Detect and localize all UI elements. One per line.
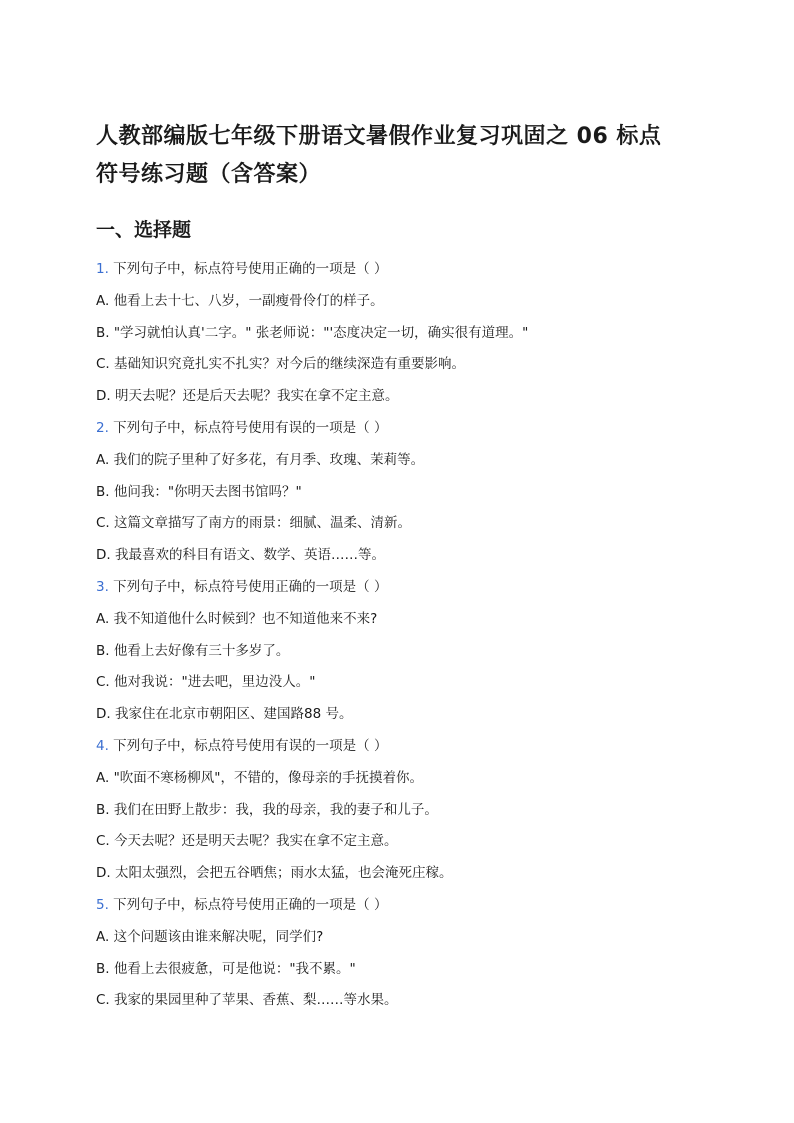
answer-option: B. 他看上去很疲惫，可是他说："我不累。" [96, 960, 356, 977]
answer-option: C. 这篇文章描写了南方的雨景：细腻、温柔、清新。 [96, 515, 412, 532]
question-text: 下列句子中，标点符号使用正确的一项是（ ） [108, 896, 388, 913]
section-heading: 一、选择题 [96, 219, 192, 241]
question-item [96, 731, 698, 890]
document-title [96, 118, 698, 194]
question-number: 1. [96, 261, 109, 277]
document-title-line-2: 符号练习题（含答案） [96, 162, 322, 187]
question-item [96, 890, 698, 1017]
question-item [96, 413, 698, 572]
question-text: 下列句子中，标点符号使用正确的一项是（ ） [108, 261, 388, 277]
question-text: 下列句子中，标点符号使用有误的一项是（ ） [108, 737, 388, 754]
question-stem [96, 413, 698, 445]
question-text: 下列句子中，标点符号使用有误的一项是（ ） [108, 419, 388, 436]
answer-option: C. 我家的果园里种了苹果、香蕉、梨……等水果。 [96, 992, 398, 1009]
question-item [96, 572, 698, 731]
answer-option: A. 我不知道他什么时候到？也不知道他来不来? [96, 610, 378, 627]
answer-option: D. 太阳太强烈，会把五谷晒焦；雨水太猛，也会淹死庄稼。 [96, 865, 453, 882]
question-number: 3. [96, 578, 109, 595]
answer-option: B. 他看上去好像有三十多岁了。 [96, 642, 290, 659]
answer-option: B. "学习就怕认真'二字。" 张老师说："'态度决定一切，确实很有道理。" [96, 324, 529, 341]
question-number: 4. [96, 737, 109, 754]
answer-option: D. 明天去呢？还是后天去呢？我实在拿不定主意。 [96, 388, 399, 405]
answer-option: D. 我家住在北京市朝阳区、建国路88 号。 [96, 706, 353, 723]
question-item [96, 254, 698, 413]
answer-option: C. 他对我说："进去吧，里边没人。" [96, 674, 316, 691]
question-text: 下列句子中，标点符号使用正确的一项是（ ） [108, 578, 388, 595]
answer-option: A. "吹面不寒杨柳风"，不错的，像母亲的手抚摸着你。 [96, 769, 423, 786]
question-stem [96, 890, 698, 922]
answer-option: D. 我最喜欢的科目有语文、数学、英语……等。 [96, 547, 385, 564]
answer-option: A. 他看上去十七、八岁，一副瘦骨伶仃的样子。 [96, 292, 384, 309]
answer-option: B. 我们在田野上散步：我，我的母亲，我的妻子和儿子。 [96, 801, 438, 818]
question-stem [96, 572, 698, 604]
answer-option: C. 基础知识究竟扎实不扎实？对今后的继续深造有重要影响。 [96, 356, 466, 373]
question-number: 5. [96, 896, 109, 913]
answer-option: A. 我们的院子里种了好多花，有月季、玫瑰、茉莉等。 [96, 451, 425, 468]
question-number: 2. [96, 419, 109, 436]
question-stem [96, 254, 698, 286]
question-stem [96, 731, 698, 763]
question-list [96, 254, 698, 1017]
document-title-line-1: 人教部编版七年级下册语文暑假作业复习巩固之 06 标点 [96, 124, 662, 149]
answer-option: C. 今天去呢？还是明天去呢？我实在拿不定主意。 [96, 833, 398, 850]
answer-option: A. 这个问题该由谁来解决呢，同学们? [96, 928, 324, 945]
answer-option: B. 他问我："你明天去图书馆吗？" [96, 483, 302, 500]
